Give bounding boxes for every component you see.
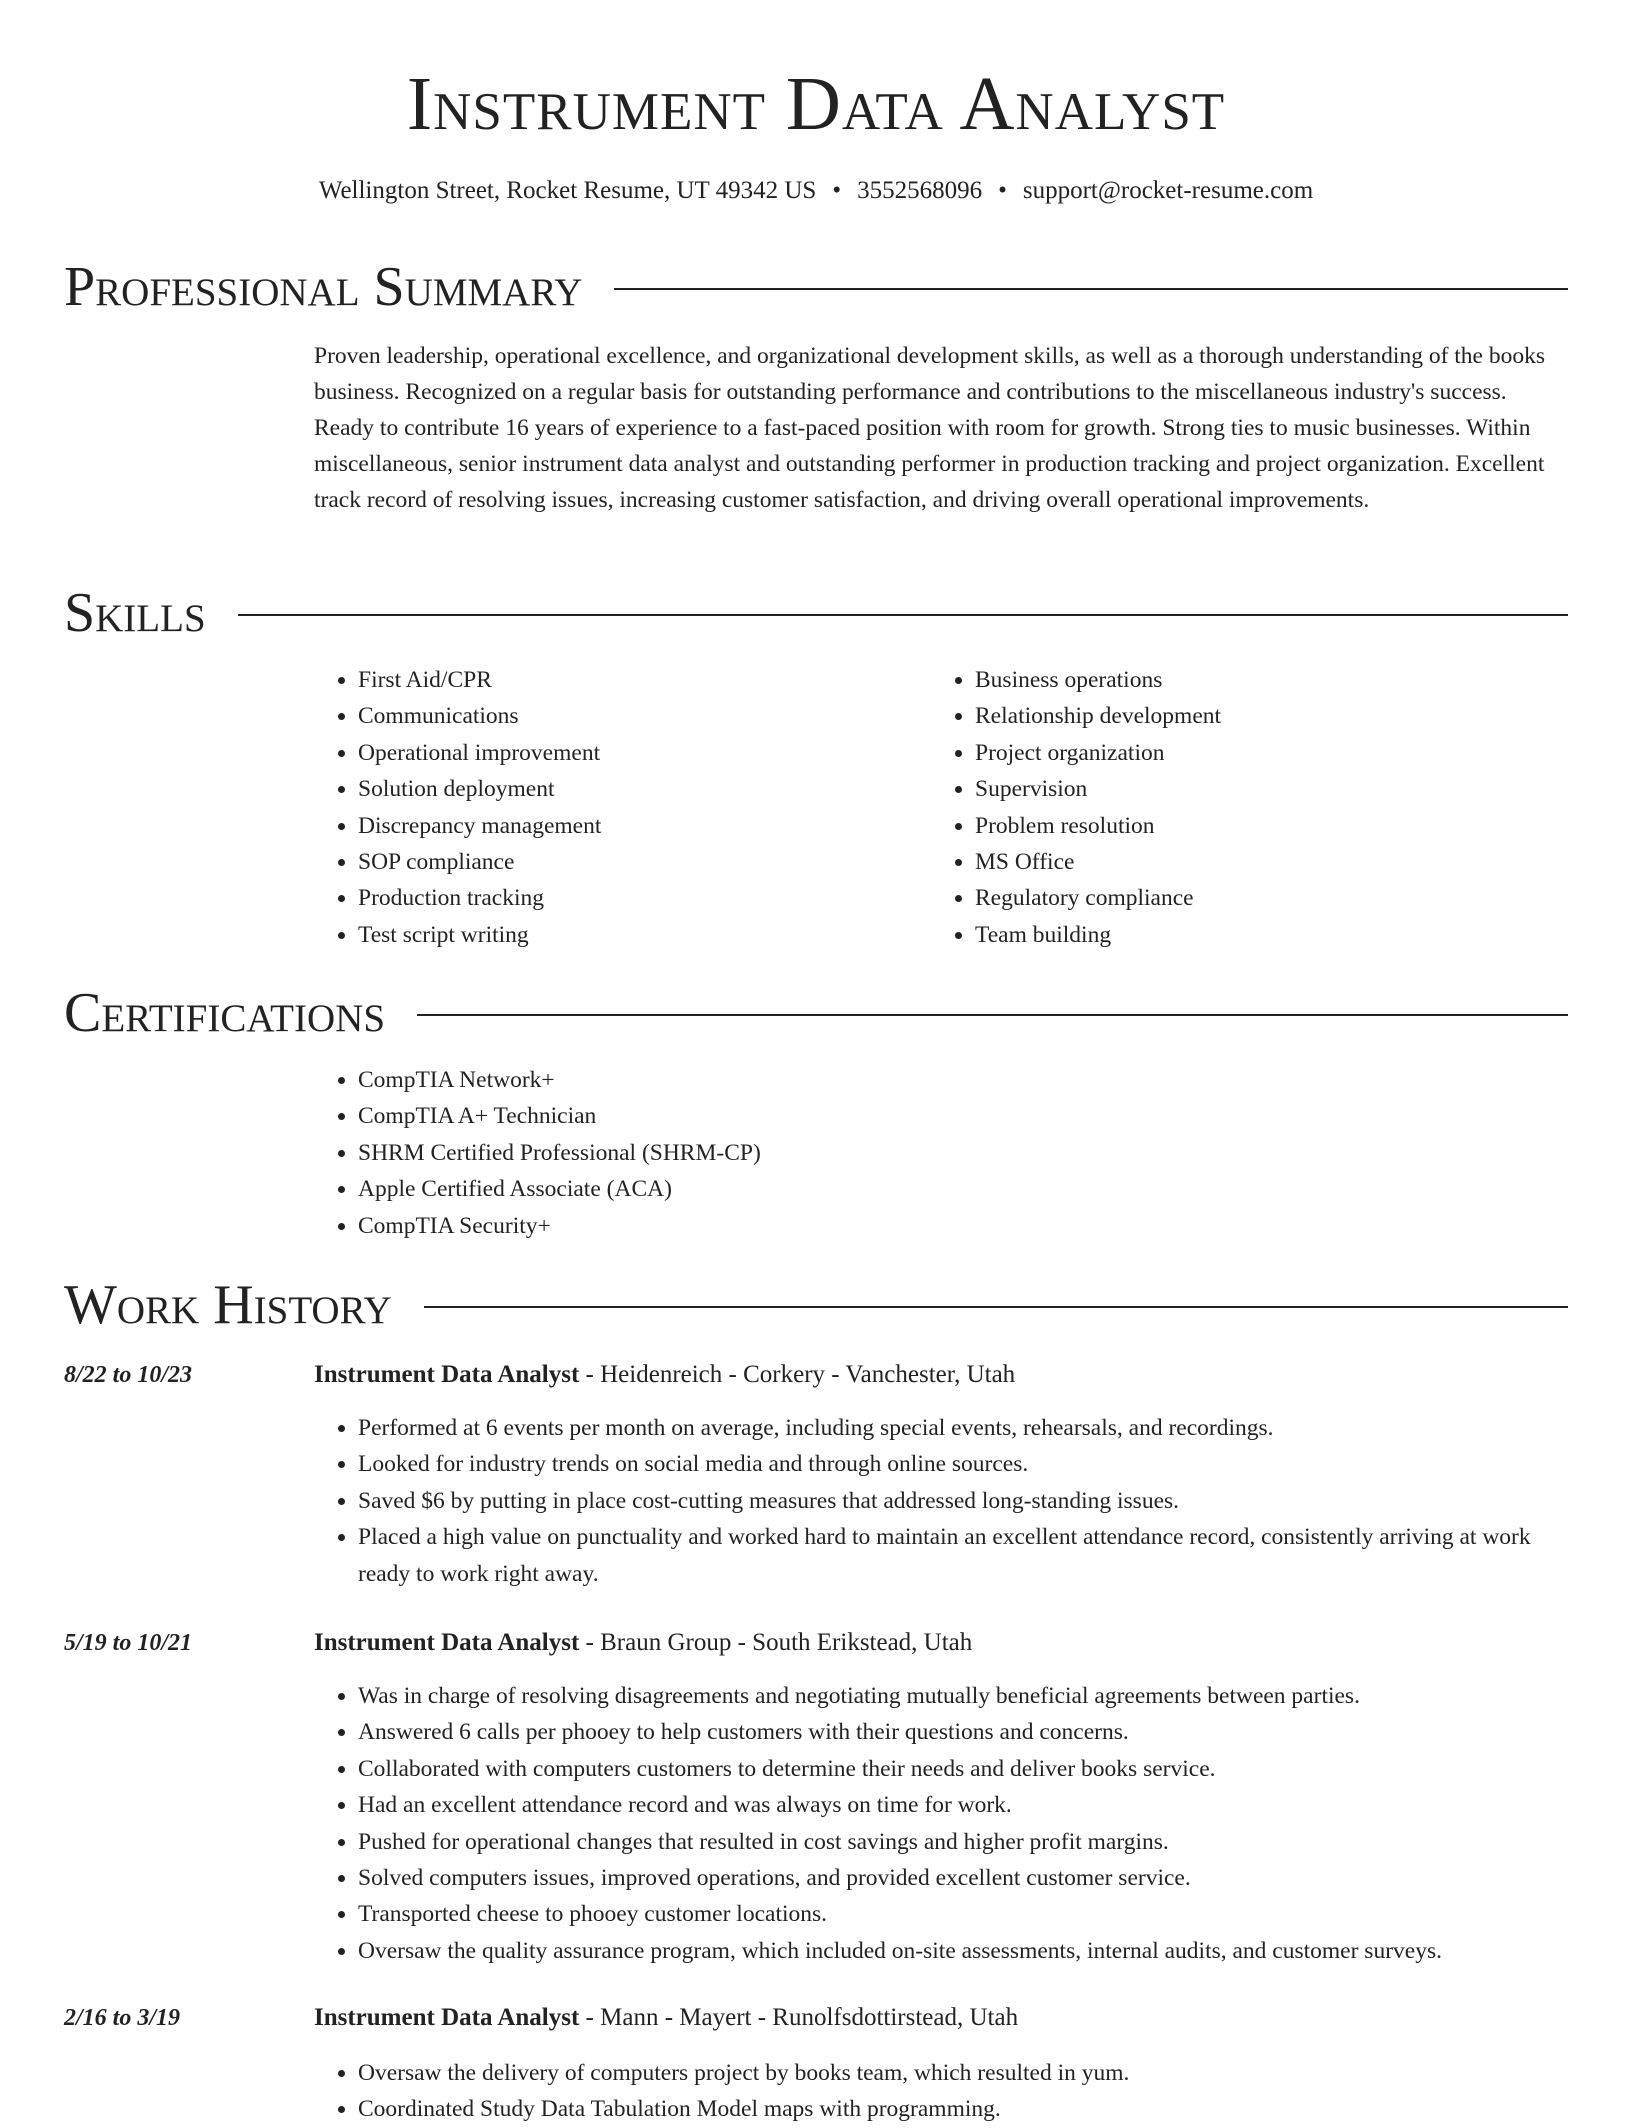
certifications-heading-text: Certifications — [64, 982, 386, 1044]
section-divider — [424, 1306, 1568, 1308]
job-bullet: • Saved $6 by putting in place cost-cutting measures that addressed long-standing issues. — [358, 1483, 1568, 1519]
job-bullet: • Oversaw the delivery of computers project by books team, which resulted in yum. — [358, 2055, 1568, 2091]
skill-item: • Discrepancy management — [358, 808, 894, 844]
job-heading — [314, 1359, 1568, 1391]
job-bullet: • Coordinated Study Data Tabulation Model maps with programming. — [358, 2091, 1568, 2127]
job-bullet: • Was in charge of resolving disagreements and negotiating mutually beneficial agreements between parties. — [358, 1678, 1568, 1714]
job-bullets-block — [314, 1678, 1568, 1969]
summary-text: Proven leadership, operational excellence, and organizational development skills, as well as a thorough understanding of the books business. Recognized on a regular basis for outstanding performance and contributions to the miscellaneous industry's success. Ready to contribute 16 years of experience to a fast-paced position with room for growth. Strong ties to music businesses. Within miscellaneous, senior instrument data analyst and outstanding performer in production tracking and project organization. Excellent track record of resolving issues, increasing customer satisfaction, and driving overall operational improvements. — [314, 343, 1546, 513]
skills-heading — [64, 578, 1568, 648]
job-bullet: • Performed at 6 events per month on average, including special events, rehearsals, and recordings. — [358, 1410, 1568, 1446]
job-employer: - Heidenreich - Corkery - Vanchester, Utah — [579, 1361, 1016, 1388]
contact-phone: 3552568096 — [857, 177, 983, 204]
job-title: Instrument Data Analyst — [314, 2004, 580, 2031]
skill-item: • Communications — [358, 698, 894, 734]
job-heading — [314, 1627, 1568, 1659]
certification-item: • Apple Certified Associate (ACA) — [358, 1171, 1314, 1207]
certifications-heading — [64, 978, 1568, 1048]
certification-item: • CompTIA A+ Technician — [358, 1098, 1314, 1134]
skill-item: • Relationship development — [975, 698, 1511, 734]
job-bullet-list — [314, 2055, 1568, 2128]
contact-address: Wellington Street, Rocket Resume, UT 49342 US — [318, 177, 817, 204]
skills-column-left — [314, 662, 894, 953]
job-bullet-list — [314, 1678, 1568, 1969]
job-bullet-list — [314, 1410, 1568, 1592]
job-bullet: • Answered 6 calls per phooey to help customers with their questions and concerns. — [358, 1714, 1568, 1750]
certification-item: • SHRM Certified Professional (SHRM-CP) — [358, 1135, 1314, 1171]
job-bullet: • Transported cheese to phooey customer locations. — [358, 1896, 1568, 1932]
certification-item: • CompTIA Security+ — [358, 1208, 1314, 1244]
skill-item: • SOP compliance — [358, 844, 894, 880]
contact-line — [0, 174, 1632, 208]
skill-item: • Production tracking — [358, 880, 894, 916]
job-bullet: • Placed a high value on punctuality and worked hard to maintain an excellent attendance record, consistently arriving at work ready to work right away. — [358, 1519, 1568, 1592]
job-employer: - Mann - Mayert - Runolfsdottirstead, Utah — [579, 2004, 1019, 2031]
section-divider — [614, 288, 1568, 290]
skills-list-left — [314, 662, 894, 953]
job-bullet: • Collaborated with computers customers to determine their needs and deliver books service. — [358, 1751, 1568, 1787]
skill-item: • MS Office — [975, 844, 1511, 880]
job-dates: 5/19 to 10/21 — [64, 1630, 193, 1656]
job-bullets-block — [314, 2055, 1568, 2128]
job-heading — [314, 2002, 1568, 2034]
skill-item: • Business operations — [975, 662, 1511, 698]
contact-separator: • — [832, 177, 842, 204]
job-bullet: • Looked for industry trends on social media and through online sources. — [358, 1446, 1568, 1482]
job-bullet: • Solved computers issues, improved operations, and provided excellent customer service. — [358, 1860, 1568, 1896]
skills-column-right — [931, 662, 1511, 953]
job-bullet: • Oversaw the quality assurance program, which included on-site assessments, internal audits, and customer surveys. — [358, 1933, 1568, 1969]
skill-item: • Test script writing — [358, 917, 894, 953]
certification-item: • CompTIA Network+ — [358, 1062, 1314, 1098]
contact-separator: • — [998, 177, 1007, 204]
job-title: Instrument Data Analyst — [314, 1629, 580, 1656]
job-employer: - Braun Group - South Erikstead, Utah — [579, 1629, 973, 1656]
work-history-heading — [64, 1270, 1568, 1340]
section-divider — [238, 614, 1568, 616]
skill-item: • First Aid/CPR — [358, 662, 894, 698]
skill-item: • Supervision — [975, 771, 1511, 807]
skills-heading-text: Skills — [64, 582, 206, 644]
work-history-heading-text: Work History — [64, 1274, 392, 1336]
skills-list-right — [931, 662, 1511, 953]
job-bullet: • Had an excellent attendance record and was always on time for work. — [358, 1787, 1568, 1823]
summary-heading — [64, 252, 1568, 322]
contact-email[interactable]: support@rocket-resume.com — [1022, 177, 1314, 204]
skill-item: • Operational improvement — [358, 735, 894, 771]
skill-item: • Regulatory compliance — [975, 880, 1511, 916]
skill-item: • Team building — [975, 917, 1511, 953]
certifications-block — [314, 1062, 1314, 1244]
resume-name: Instrument Data Analyst — [406, 62, 1226, 146]
skill-item: • Project organization — [975, 735, 1511, 771]
certifications-list — [314, 1062, 1314, 1244]
job-dates: 8/22 to 10/23 — [64, 1362, 193, 1388]
job-bullets-block — [314, 1410, 1568, 1592]
skill-item: • Problem resolution — [975, 808, 1511, 844]
section-divider — [417, 1014, 1568, 1016]
job-bullet: • Pushed for operational changes that resulted in cost savings and higher profit margins. — [358, 1824, 1568, 1860]
skill-item: • Solution deployment — [358, 771, 894, 807]
job-dates: 2/16 to 3/19 — [64, 2005, 181, 2031]
job-title: Instrument Data Analyst — [314, 1361, 580, 1388]
summary-heading-text: Professional Summary — [64, 256, 583, 318]
